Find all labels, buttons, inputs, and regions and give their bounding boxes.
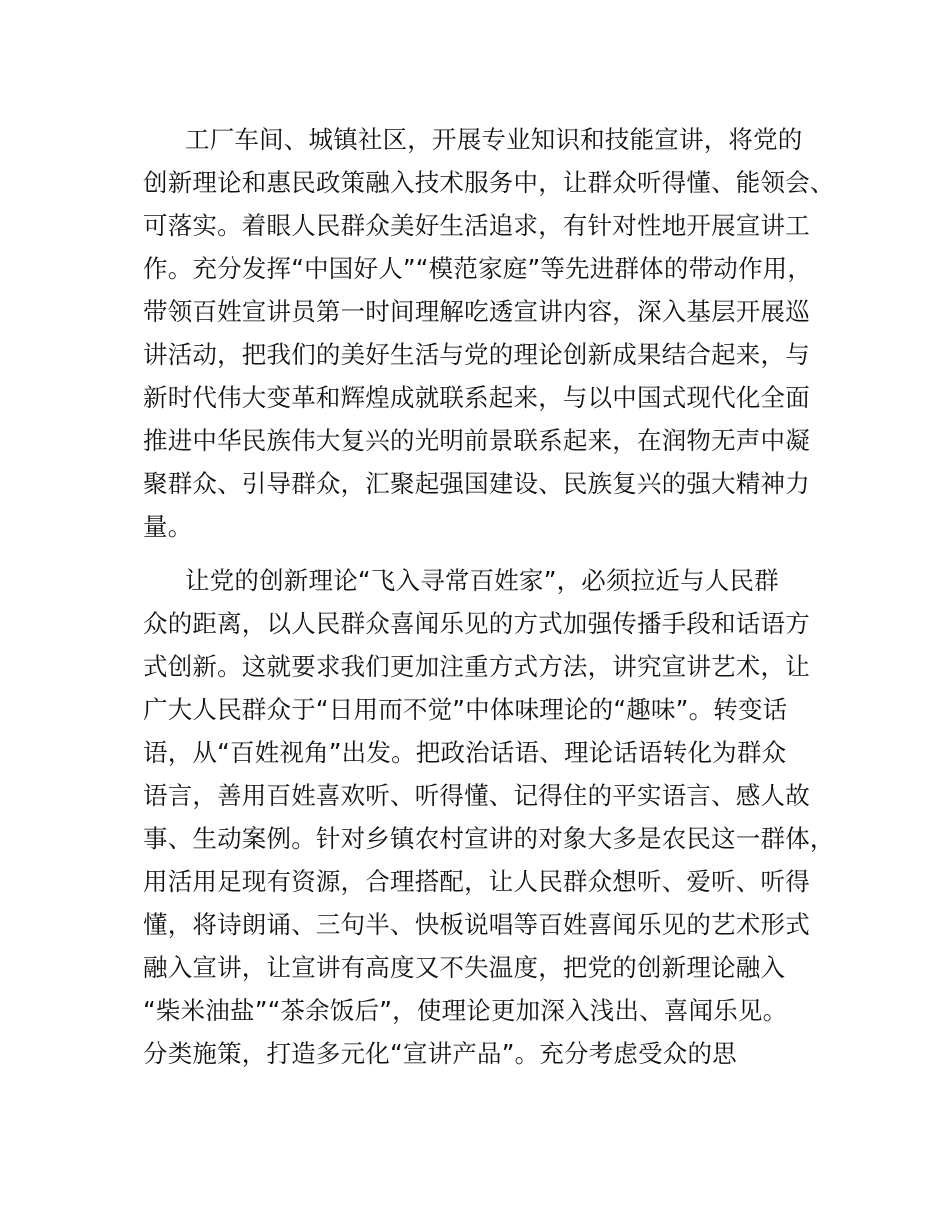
text-line: 量。	[143, 512, 193, 541]
text-line: 事、生动案例。针对乡镇农村宣讲的对象大多是农民这一群体，	[143, 824, 835, 853]
text-line: 工厂车间、城镇社区，开展专业知识和技能宣讲，将党的	[185, 125, 803, 154]
paragraph-2	[143, 559, 843, 1075]
text-line: 创新理论和惠民政策融入技术服务中，让群众听得懂、能领会、	[143, 168, 835, 197]
text-line: 聚群众、引导群众，汇聚起强国建设、民族复兴的强大精神力	[143, 469, 810, 498]
text-line: 懂，将诗朗诵、三句半、快板说唱等百姓喜闻乐见的艺术形式	[143, 910, 810, 939]
text-line: 众的距离，以人民群众喜闻乐见的方式加强传播手段和话语方	[143, 609, 810, 638]
text-line: 语言，善用百姓喜欢听、听得懂、记得住的平实语言、感人故	[143, 781, 810, 810]
text-line: 语，从“百姓视角”出发。把政治话语、理论话语转化为群众	[143, 738, 787, 767]
paragraph-1	[143, 118, 843, 548]
text-line: 分类施策，打造多元化“宣讲产品”。充分考虑受众的思	[143, 1039, 737, 1068]
text-line: “柴米油盐”“茶余饭后”，使理论更加深入浅出、喜闻乐见。	[143, 996, 788, 1025]
text-line: 新时代伟大变革和辉煌成就联系起来，与以中国式现代化全面	[143, 383, 810, 412]
text-line: 讲活动，把我们的美好生活与党的理论创新成果结合起来，与	[143, 340, 810, 369]
text-line: 式创新。这就要求我们更加注重方式方法，讲究宣讲艺术，让	[143, 652, 810, 681]
text-line: 让党的创新理论“飞入寻常百姓家”，必须拉近与人民群	[185, 566, 779, 595]
text-line: 带领百姓宣讲员第一时间理解吃透宣讲内容，深入基层开展巡	[143, 297, 810, 326]
text-line: 用活用足现有资源，合理搭配，让人民群众想听、爱听、听得	[143, 867, 810, 896]
text-line: 作。充分发挥“中国好人”“模范家庭”等先进群体的带动作用，	[143, 254, 813, 283]
document-page	[143, 118, 843, 1075]
text-line: 推进中华民族伟大复兴的光明前景联系起来，在润物无声中凝	[143, 426, 810, 455]
text-line: 广大人民群众于“日用而不觉”中体味理论的“趣味”。转变话	[143, 695, 788, 724]
text-line: 融入宣讲，让宣讲有高度又不失温度，把党的创新理论融入	[143, 953, 786, 982]
text-line: 可落实。着眼人民群众美好生活追求，有针对性地开展宣讲工	[143, 211, 810, 240]
